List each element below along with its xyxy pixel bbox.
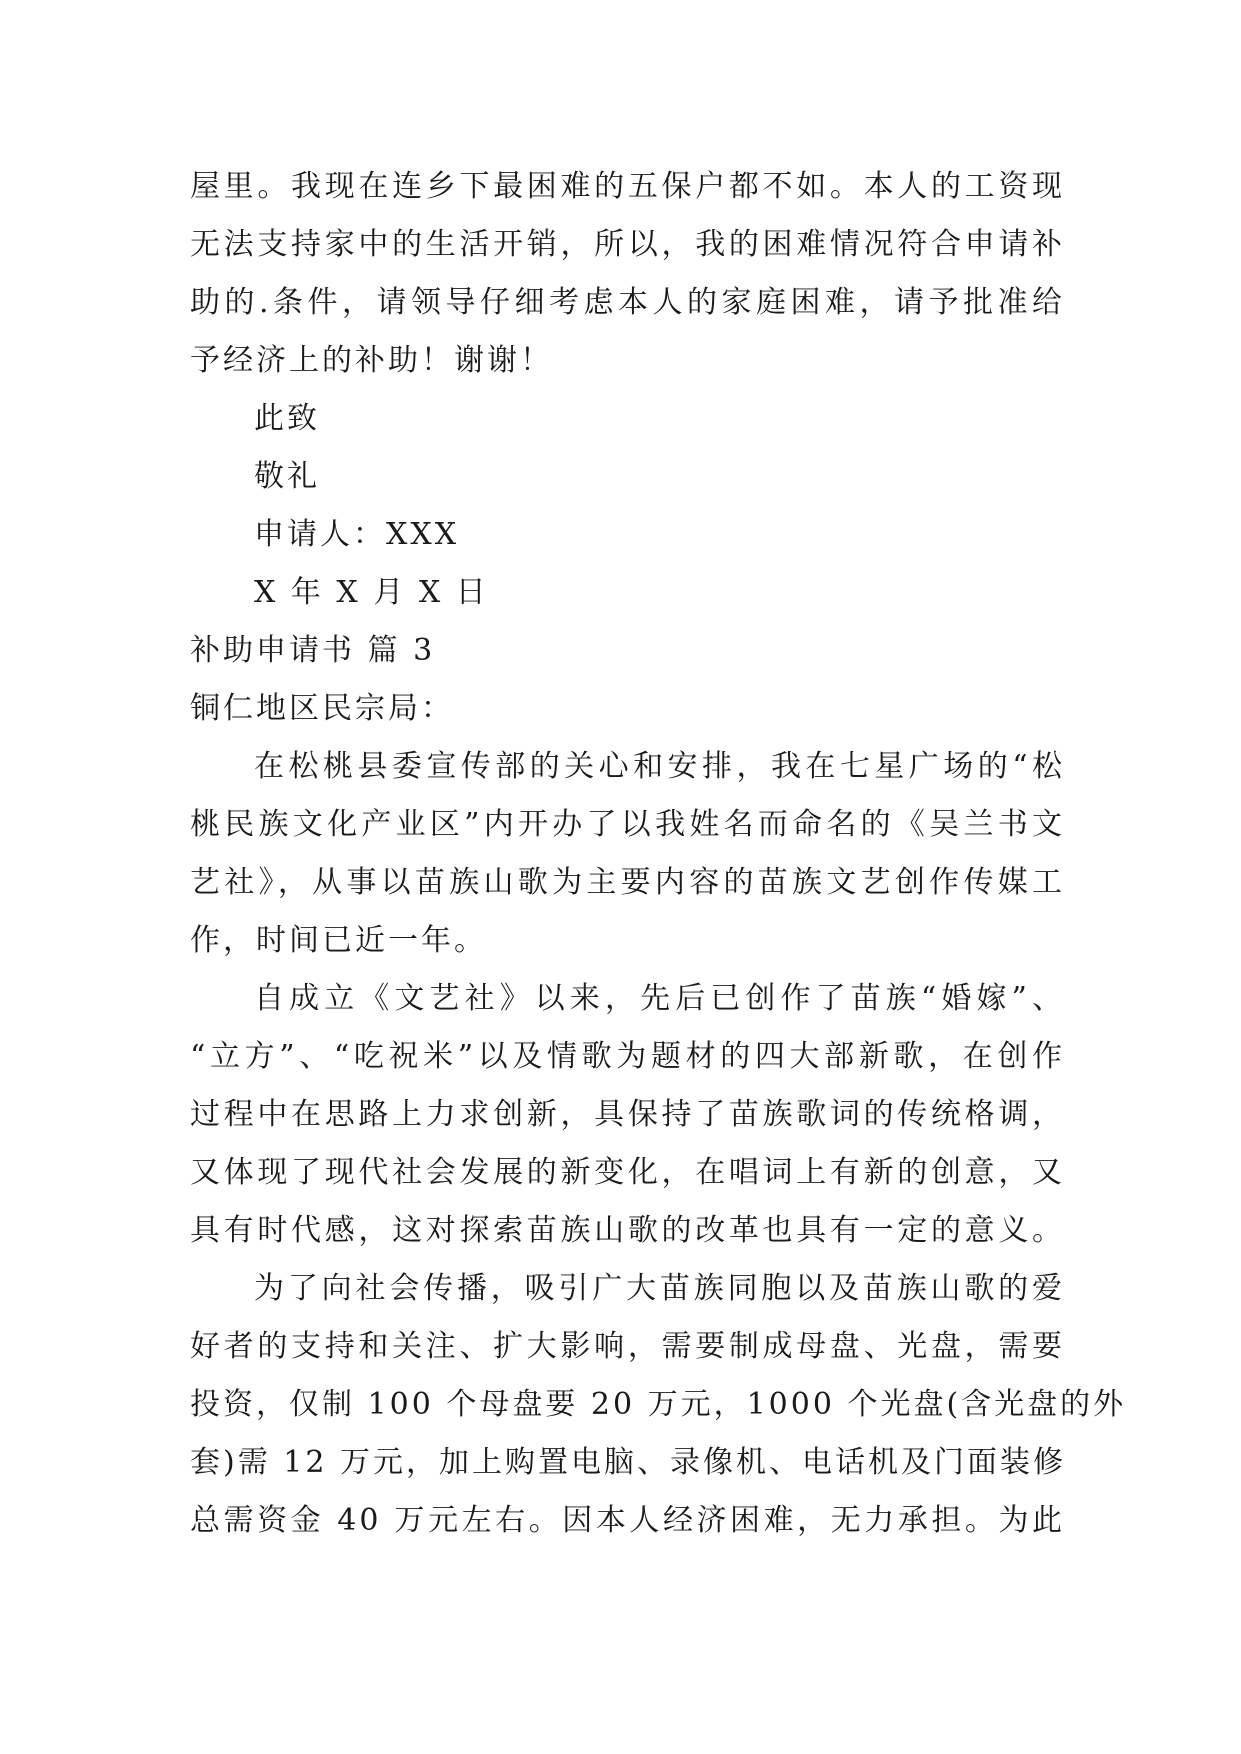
section-heading: 补助申请书 篇 3 bbox=[190, 633, 436, 668]
text-line: 过程中在思路上力求创新，具保持了苗族歌词的传统格调， bbox=[190, 1097, 1065, 1132]
text-line: 在松桃县委宣传部的关心和安排，我在七星广场的“松 bbox=[254, 749, 1065, 784]
closing-salutation: 此致 bbox=[254, 401, 320, 436]
text-line: 屋里。我现在连乡下最困难的五保户都不如。本人的工资现 bbox=[190, 169, 1065, 204]
text-line: 助的.条件，请领导仔细考虑本人的家庭困难，请予批准给 bbox=[190, 285, 1065, 320]
text-line: 好者的支持和关注、扩大影响，需要制成母盘、光盘，需要 bbox=[190, 1329, 1065, 1364]
text-line: 予经济上的补助！谢谢！ bbox=[190, 343, 553, 378]
text-line: 为了向社会传播，吸引广大苗族同胞以及苗族山歌的爱 bbox=[254, 1271, 1065, 1306]
document-body bbox=[190, 158, 1127, 1550]
text-line: 艺社》，从事以苗族山歌为主要内容的苗族文艺创作传媒工 bbox=[190, 865, 1065, 900]
closing-regards: 敬礼 bbox=[254, 459, 320, 494]
text-line: 作，时间已近一年。 bbox=[190, 923, 487, 958]
applicant-signature: 申请人：XXX bbox=[254, 517, 460, 552]
recipient-line: 铜仁地区民宗局： bbox=[190, 691, 454, 726]
text-line: 无法支持家中的生活开销，所以，我的困难情况符合申请补 bbox=[190, 227, 1065, 262]
text-line: 总需资金 40 万元左右。因本人经济困难，无力承担。为此 bbox=[190, 1503, 1065, 1538]
text-line: “立方”、“吃祝米”以及情歌为题材的四大部新歌，在创作 bbox=[190, 1039, 1065, 1074]
text-line: 桃民族文化产业区”内开办了以我姓名而命名的《吴兰书文 bbox=[190, 807, 1065, 842]
text-line: 又体现了现代社会发展的新变化，在唱词上有新的创意，又 bbox=[190, 1155, 1065, 1190]
date-line: X 年 X 月 X 日 bbox=[254, 575, 489, 610]
text-line: 投资，仅制 100 个母盘要 20 万元，1000 个光盘(含光盘的外 bbox=[190, 1387, 1127, 1422]
text-line: 具有时代感，这对探索苗族山歌的改革也具有一定的意义。 bbox=[190, 1213, 1065, 1248]
text-line: 套)需 12 万元，加上购置电脑、录像机、电话机及门面装修 bbox=[190, 1445, 1066, 1480]
text-line: 自成立《文艺社》以来，先后已创作了苗族“婚嫁”、 bbox=[254, 981, 1065, 1016]
